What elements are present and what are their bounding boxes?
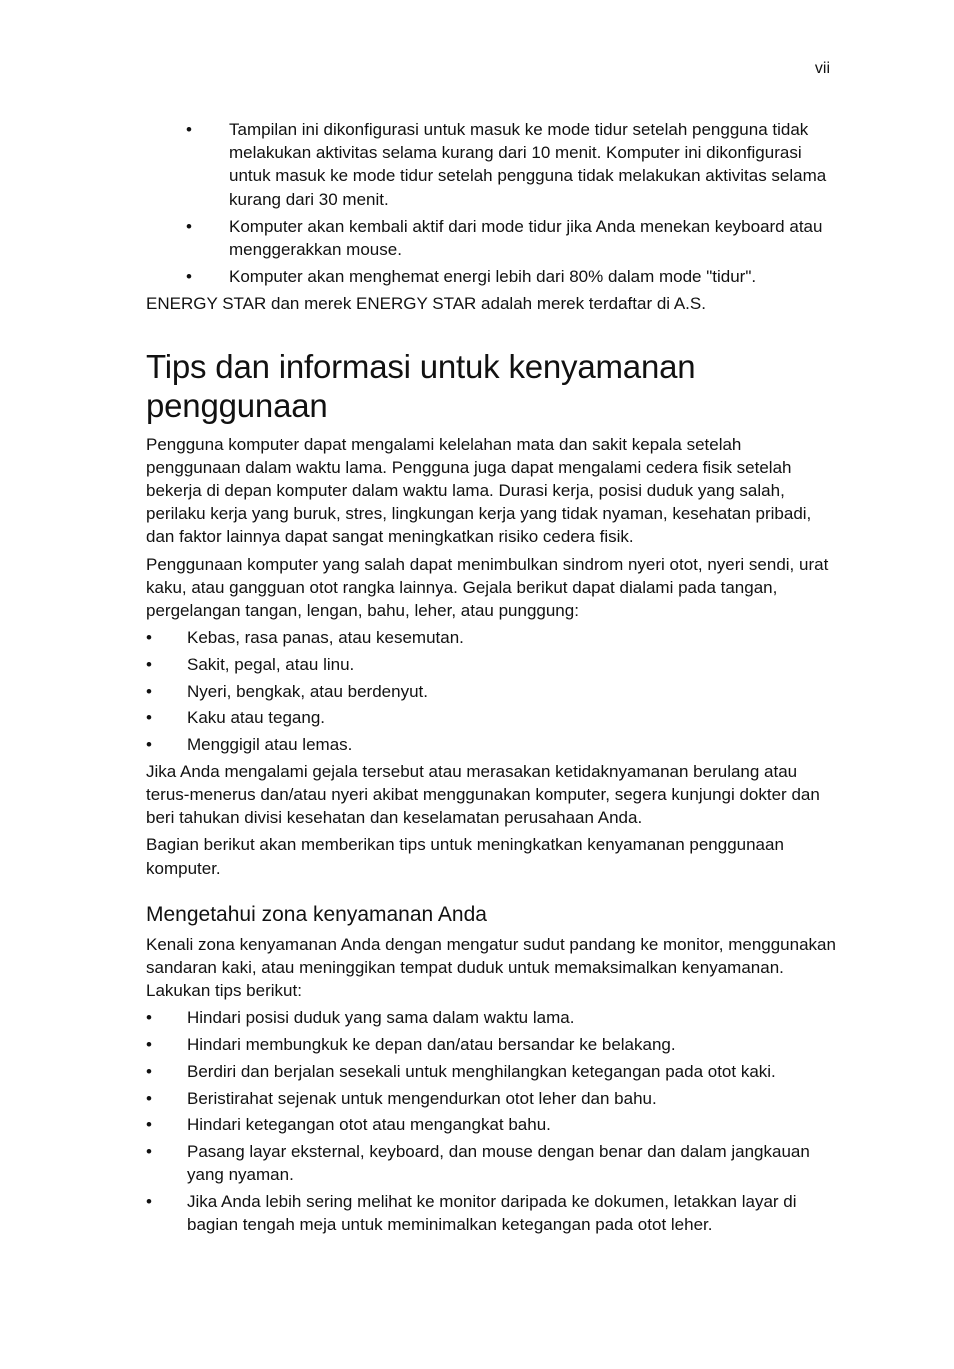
list-item	[146, 1060, 836, 1083]
bullet: •	[146, 1191, 152, 1211]
list-item-text: Hindari membungkuk ke depan dan/atau bersandar ke belakang.	[187, 1035, 676, 1055]
bullet: •	[146, 654, 152, 674]
list-item-text: Kaku atau tegang.	[187, 708, 326, 728]
paragraph: Kenali zona kenyamanan Anda dengan mengatur sudut pandang ke monitor, menggunakan sandaran kaki, atau meninggikan tempat duduk untuk memaksimalkan kenyamanan. Lakukan tips berikut:	[146, 934, 836, 1001]
list-item	[146, 265, 836, 288]
bullet: •	[146, 735, 152, 755]
bullet: •	[186, 120, 192, 139]
list-item	[146, 1033, 836, 1056]
paragraph: Jika Anda mengalami gejala tersebut atau merasakan ketidaknyamanan berulang atau terus-menerus dan/atau nyeri akibat menggunakan komputer, segera kunjungi dokter dan beri tahukan divisi kesehatan dan keselamatan perusahaan Anda.	[146, 761, 820, 828]
subsection-title: Mengetahui zona kenyamanan Anda	[146, 902, 487, 926]
list-item-text: Beristirahat sejenak untuk mengendurkan otot leher dan bahu.	[187, 1088, 657, 1108]
list-item	[146, 706, 836, 729]
bullet: •	[146, 708, 152, 728]
section-title-line1: Tips dan informasi untuk kenyamanan	[146, 347, 696, 385]
list-item-text: Pasang layar eksternal, keyboard, dan mouse dengan benar dan dalam jangkauan yang nyaman.	[187, 1141, 810, 1185]
list-item	[146, 680, 836, 703]
list-item	[146, 653, 836, 676]
energy-star-note: ENERGY STAR dan merek ENERGY STAR adalah merek terdaftar di A.S.	[146, 294, 706, 314]
page-content	[146, 118, 836, 1240]
bullet: •	[146, 1088, 152, 1108]
bullet: •	[146, 1115, 152, 1135]
symptoms-list	[146, 626, 836, 756]
list-item-text: Komputer akan kembali aktif dari mode tidur jika Anda menekan keyboard atau menggerakkan mouse.	[229, 216, 823, 260]
bullet: •	[146, 1008, 152, 1028]
list-item	[146, 1087, 836, 1110]
paragraph: Pengguna komputer dapat mengalami kelelahan mata dan sakit kepala setelah penggunaan dalam waktu lama. Pengguna juga dapat mengalami cedera fisik setelah bekerja di depan komputer dalam waktu lama. Durasi kerja, posisi duduk yang salah, perilaku kerja yang buruk, stres, lingkungan kerja yang tidak nyaman, kesehatan pribadi, dan faktor lainnya dapat sangat meningkatkan risiko cedera fisik.	[146, 434, 812, 547]
list-item	[146, 1113, 836, 1136]
list-item-text: Hindari posisi duduk yang sama dalam waktu lama.	[187, 1008, 575, 1028]
list-item	[146, 215, 836, 261]
list-item-text: Sakit, pegal, atau linu.	[187, 654, 355, 674]
list-item	[146, 733, 836, 756]
bullet: •	[146, 628, 152, 648]
bullet: •	[146, 1035, 152, 1055]
bullet: •	[186, 267, 192, 287]
sleep-mode-list	[146, 118, 836, 288]
paragraph: Penggunaan komputer yang salah dapat menimbulkan sindrom nyeri otot, nyeri sendi, urat kaku, atau gangguan otot rangka lainnya. Gejala berikut dapat dialami pada tangan, pergelangan tangan, lengan, bahu, leher, atau punggung:	[146, 554, 829, 621]
paragraph: Bagian berikut akan memberikan tips untuk meningkatkan kenyamanan penggunaan komputer.	[146, 835, 784, 878]
list-item	[146, 1190, 836, 1236]
comfort-tips-list	[146, 1006, 836, 1236]
bullet: •	[146, 1141, 152, 1161]
list-item-text: Nyeri, bengkak, atau berdenyut.	[187, 681, 428, 701]
list-item	[146, 1140, 836, 1186]
list-item-text: Tampilan ini dikonfigurasi untuk masuk ke mode tidur setelah pengguna tidak melakukan aktivitas selama kurang dari 10 menit. Komputer ini dikonfigurasi untuk masuk ke mode tidur setelah pengguna tidak melakukan aktivitas selama kurang dari 30 menit.	[229, 120, 827, 209]
list-item-text: Jika Anda lebih sering melihat ke monitor daripada ke dokumen, letakkan layar di bagian tengah meja untuk meminimalkan ketegangan pada otot leher.	[187, 1191, 797, 1235]
list-item-text: Berdiri dan berjalan sesekali untuk menghilangkan ketegangan pada otot kaki.	[187, 1061, 776, 1081]
list-item	[146, 626, 836, 649]
bullet: •	[146, 1061, 152, 1081]
page-number: vii	[814, 60, 830, 77]
list-item-text: Kebas, rasa panas, atau kesemutan.	[187, 628, 464, 648]
section-title-line2: penggunaan	[146, 386, 328, 424]
section-title	[146, 347, 836, 425]
list-item-text: Komputer akan menghemat energi lebih dari 80% dalam mode "tidur".	[229, 267, 757, 287]
list-item	[146, 1006, 836, 1029]
list-item-text: Hindari ketegangan otot atau mengangkat bahu.	[187, 1115, 551, 1135]
bullet: •	[186, 216, 192, 236]
list-item	[146, 118, 836, 211]
bullet: •	[146, 681, 152, 701]
list-item-text: Menggigil atau lemas.	[187, 735, 353, 755]
